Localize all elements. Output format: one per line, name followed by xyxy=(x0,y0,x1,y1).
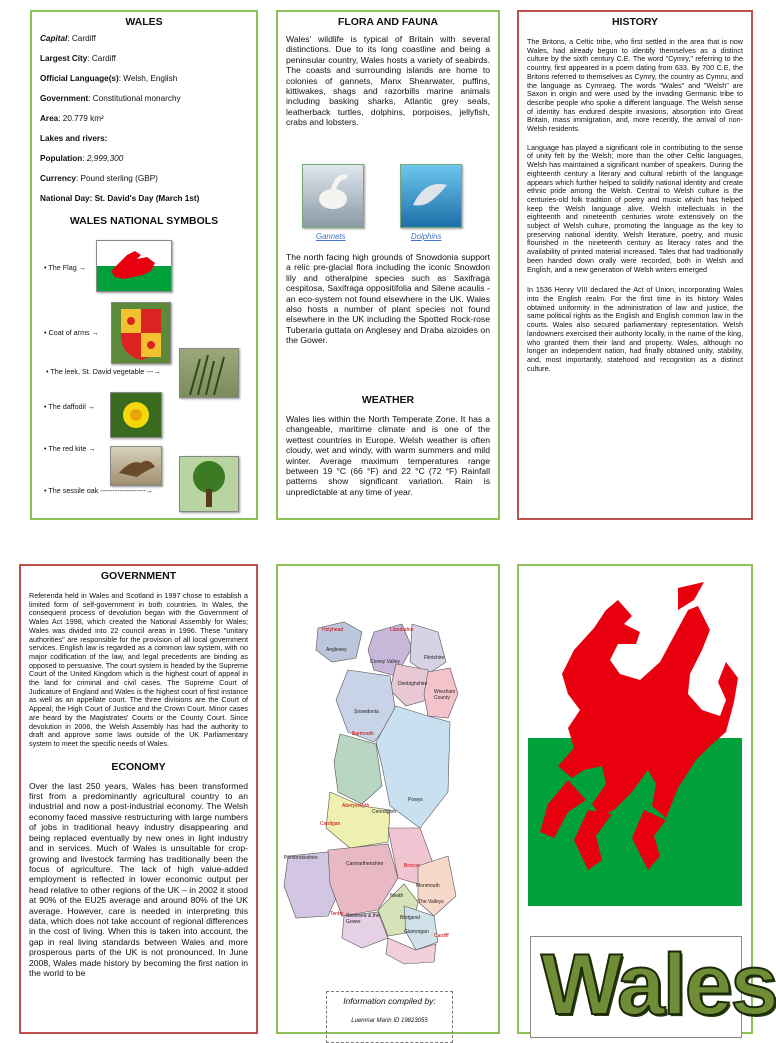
symbol-label: • Coat of arms → xyxy=(44,328,99,337)
wales-map xyxy=(278,566,502,1036)
government-panel xyxy=(19,564,258,1034)
map-label: Monmouth xyxy=(416,883,440,889)
wales-title: WALES xyxy=(125,16,163,28)
fact-value: Constitutional monarchy xyxy=(92,94,181,103)
fact-label: Population xyxy=(40,154,83,163)
symbol-label: • The daffodil → xyxy=(44,402,95,411)
fact-label: Currency xyxy=(40,174,76,183)
fact-label: Capital xyxy=(40,34,68,43)
wales-panel xyxy=(30,10,258,520)
flag-thumbnail xyxy=(96,240,172,292)
flora-paragraph-2: The north facing high grounds of Snowdonia support a relic pre-glacial flora including the iconic Snowdon lily and otheralpine species such as Saxifraga cespitosa, Saxifraga oppositifolia and Silene acaulis - an eco-system not found elsewhere in the UK. Wales also hosts a number of plant species not found elsewhere in the UK including the Spotted Rock-rose Tuberaria guttata on Anglesey and Draba aizoides on the Gower. xyxy=(286,252,490,346)
fact-label: Government xyxy=(40,94,89,103)
map-label: Neath xyxy=(390,893,404,899)
flag-panel xyxy=(517,564,776,1034)
fact-list xyxy=(40,34,248,203)
daffodil-icon xyxy=(111,393,161,437)
tree-icon xyxy=(180,457,238,511)
daffodil-thumbnail xyxy=(110,392,162,438)
fact-value: 20.779 km² xyxy=(62,114,104,123)
fact-label: Area xyxy=(40,114,59,123)
map-label: Aberystwyth xyxy=(342,803,370,809)
symbol-label: • The Flag → xyxy=(44,263,86,272)
map-label: Llandudno xyxy=(390,627,414,633)
fact-row xyxy=(40,94,248,103)
leek-icon xyxy=(180,349,238,397)
map-label: Cardigan xyxy=(320,821,341,827)
map-label: Powys xyxy=(408,797,423,803)
oak-thumbnail xyxy=(179,456,239,512)
fact-label: Largest City xyxy=(40,54,88,63)
fact-row xyxy=(40,174,248,183)
credit-name: Luenmar Marin ID 19823055 xyxy=(351,1018,428,1024)
gannets-caption: Gannets xyxy=(316,232,346,241)
map-label: Anglesey xyxy=(326,647,347,653)
economy-paragraph: Over the last 250 years, Wales has been transformed first from a predominantly agricultural country to an industrial and now a post-industrial economy. The Welsh economy faced massive restructuring with large numbers of jobs in traditional heavy industry disappearing and being replaced eventually by new ones in light industry and in services. Much of Wales is unsuitable for crop-growing and livestock farming has traditionally been the focus of agriculture. The lack of high value-added employment is reflected in lower economic output per head relative to other regions of the UK – in 2002 it stood at 90% of the EU25 average and around 80% of the UK average. However, care is needed in interpreting this data, which does not take account of regional differences in the cost of living. When this is taken into account, the gap in real living standards between Wales and more prosperous parts of the UK is not pronounced. In June 2008, Wales made history by becoming the first nation in the world to be xyxy=(29,780,248,978)
economy-title: ECONOMY xyxy=(111,760,166,773)
fact-row xyxy=(40,134,248,143)
fact-separator: : xyxy=(75,174,81,183)
fact-label: Official Language(s) xyxy=(40,74,119,83)
map-label: The Valleys xyxy=(418,899,444,905)
map-label: Ceredigion xyxy=(372,809,397,815)
bird-icon xyxy=(111,447,161,485)
fact-separator: : xyxy=(87,54,92,63)
fact-separator: : xyxy=(88,94,93,103)
fact-row xyxy=(40,34,248,43)
government-title: GOVERNMENT xyxy=(100,570,177,582)
map-label: Wrexham County xyxy=(434,689,456,701)
dragon-flag xyxy=(528,570,742,908)
weather-paragraph: Wales lies within the North Temperate Zone. It has a changeable, maritime climate and is one of the wettest countries in Europe. Welsh weather is often cloudy, wet and windy, with warm summers and mild winter. Average maximum temperatures range between 19 °C (66 °F) and 22 °C (72 °F) Rainfall patterns show significant variation. Rain is unpredictable at any time of year. xyxy=(286,414,490,497)
symbol-label: • The sessile oak -------------------→ xyxy=(44,486,153,495)
fact-value: Cardiff xyxy=(91,54,116,63)
fact-row xyxy=(40,154,248,163)
map-label: Conwy Valley xyxy=(370,659,400,665)
history-paragraph: Language has played a significant role in contributing to the sense of unity felt by the Welsh; more than the other Celtic languages, Welsh has maintained a significant number of speakers. During the eighteenth century a literary and cultural rebirth of the language appears which further helped to solidify national identity and create ethnic pride among the Welsh. Central to Welsh culture is the centuries-old folk tradition of poetry and music which has helped keep the Welsh language alive. Welsh intellectuals in the eighteenth and nineteenth centuries wrote extensively on the subject of Welsh culture, promoting the language as the key to preserving national identity. Welsh literature, poetry, and music flourished in the nineteenth century as literacy rates and the availability of printed material increased. Tales that had traditionally been handed down orally were recorded, both in Welsh and English, and a new generation of Welsh writers emerged xyxy=(527,142,743,274)
fact-label: National Day: St. David's Day (March 1st) xyxy=(40,194,200,203)
wales-wordmark: Wales xyxy=(541,937,776,1033)
map-label: Carmarthenshire xyxy=(346,861,384,867)
flora-fauna-panel xyxy=(276,10,500,520)
map-label: Cardiff xyxy=(434,933,449,939)
wales-wordmark-box xyxy=(530,936,776,1038)
map-panel xyxy=(276,564,500,1034)
history-panel xyxy=(517,10,753,520)
history-paragraph: The Britons, a Celtic tribe, who first settled in the area that is now Wales, had already begun to identify themselves as a distinct culture by the sixth century C.E. The word "Cymry," referring to the country, first appeared in a poem dating from 633. By 700 C.E, the Britons referred to themselves as Cymry, the country as Cymru, and the language as Cymraeg. The words "Wales" and "Welsh" are Saxon in origin and were used by the invading Germanic tribe to describe people who spoke a different language. The Welsh sense of identity has endured despite invasions, absorption into Great Britain, mass immigration, and, more recently, the arrival of non-Welsh residents. xyxy=(527,37,743,134)
fact-value: Pound sterling (GBP) xyxy=(80,174,158,183)
gannets-photo xyxy=(302,164,364,228)
map-label: Tenby xyxy=(330,911,344,917)
fact-value: 2,999,300 xyxy=(86,154,124,163)
fact-value: Welsh, English xyxy=(123,74,178,83)
dolphins-caption: Dolphins xyxy=(411,232,442,241)
flag-thumb-icon xyxy=(97,241,171,291)
history-title: HISTORY xyxy=(611,16,659,28)
flora-paragraph: Wales' wildlife is typical of Britain with several distinctions. Due to its long coastline and being a peninsular country, Wales hosts a variety of seabirds. The coasts and surrounding islands are home to colonies of gannets, Manx Shearwater, puffins, kittiwakes, shags and razorbills marine animals including basking sharks, Atlantic grey seals, leatherback turtles, dolphins, porpoises, jellyfish, crabs and lobsters. xyxy=(286,34,490,128)
coat-of-arms-thumbnail xyxy=(111,302,171,364)
fact-label: Lakes and rivers: xyxy=(40,134,108,143)
map-label: Bridgend xyxy=(400,915,421,921)
map-label: Denbighshire xyxy=(398,681,428,687)
map-label: Brecon xyxy=(404,863,420,869)
symbols-title: WALES NATIONAL SYMBOLS xyxy=(69,215,219,227)
map-label: Snowdonia xyxy=(354,709,379,715)
fact-row xyxy=(40,194,248,203)
weather-title: WEATHER xyxy=(361,394,415,406)
map-label: Holyhead xyxy=(322,627,344,633)
shield-icon xyxy=(112,303,170,363)
dolphin-icon xyxy=(401,165,461,227)
fact-row xyxy=(40,114,248,123)
gannet-icon xyxy=(303,165,363,227)
credit-box xyxy=(326,991,453,1043)
map-label: Glamorgan xyxy=(404,929,429,935)
map-label: Swansea & the Gower xyxy=(346,913,380,925)
fact-separator: : xyxy=(118,74,124,83)
fact-separator: : xyxy=(67,34,72,43)
symbol-label: • The leek, St. David vegetable ---→ xyxy=(46,367,161,376)
fact-separator: : xyxy=(82,154,87,163)
fact-value: Cardiff xyxy=(71,34,96,43)
map-label: Flintshire xyxy=(424,655,445,661)
fact-row xyxy=(40,74,248,83)
leek-thumbnail xyxy=(179,348,239,398)
symbol-label: • The red kite → xyxy=(44,444,96,453)
history-paragraph: In 1536 Henry VIII declared the Act of Union, incorporating Wales into the English realm. For the first time in its history Wales obtained uniformity in the administration of law and justice, the same political rights as the English and English common law in the courts. Wales also secured parliamentary representation. Welsh landowners exercised their authority locally, in the name of the king, who granted them their land and property. Wales, although no longer an independent nation, had finally obtained unity, stability, and, most importantly, statehood and recognition as a distinct culture. xyxy=(527,285,743,373)
government-paragraph: Referenda held in Wales and Scotland in 1997 chose to establish a limited form of self-government in both countries. In Wales, the consequent process of devolution began with the Government of Wales Act 1998, which created the National Assembly for Wales; Wales was divided into 22 council areas in 1996. These "unitary authorities" are responsible for the provision of all local government services. English law is regarded as a common law system, with no major codification of the law, and legal precedents are binding as opposed to persuasive. The court system is headed by the Supreme Court of the United Kingdom which is the highest court of appeal in the land for criminal and civil cases. The Supreme Court of Judicature of England and Wales is the highest court of first instance as well as an appellate court. The three divisions are the Court of Appeal; the High Court of Justice and the Crown Court. Minor cases are heard by the Magistrates' Courts or the County Court. Since devolution in 2006, the Welsh Assembly has had the authority to draft and approve some laws outside of the UK Parliamentary system to meet the specific needs of Wales. xyxy=(29,591,248,748)
fact-separator: : xyxy=(58,114,63,123)
red-kite-thumbnail xyxy=(110,446,162,486)
dolphins-photo xyxy=(400,164,462,228)
map-label: Pembrokeshire xyxy=(284,855,318,861)
credit-title: Information compiled by: xyxy=(343,996,436,1006)
flora-title: FLORA AND FAUNA xyxy=(337,16,439,28)
fact-row xyxy=(40,54,248,63)
map-label: Barmouth xyxy=(352,731,374,737)
